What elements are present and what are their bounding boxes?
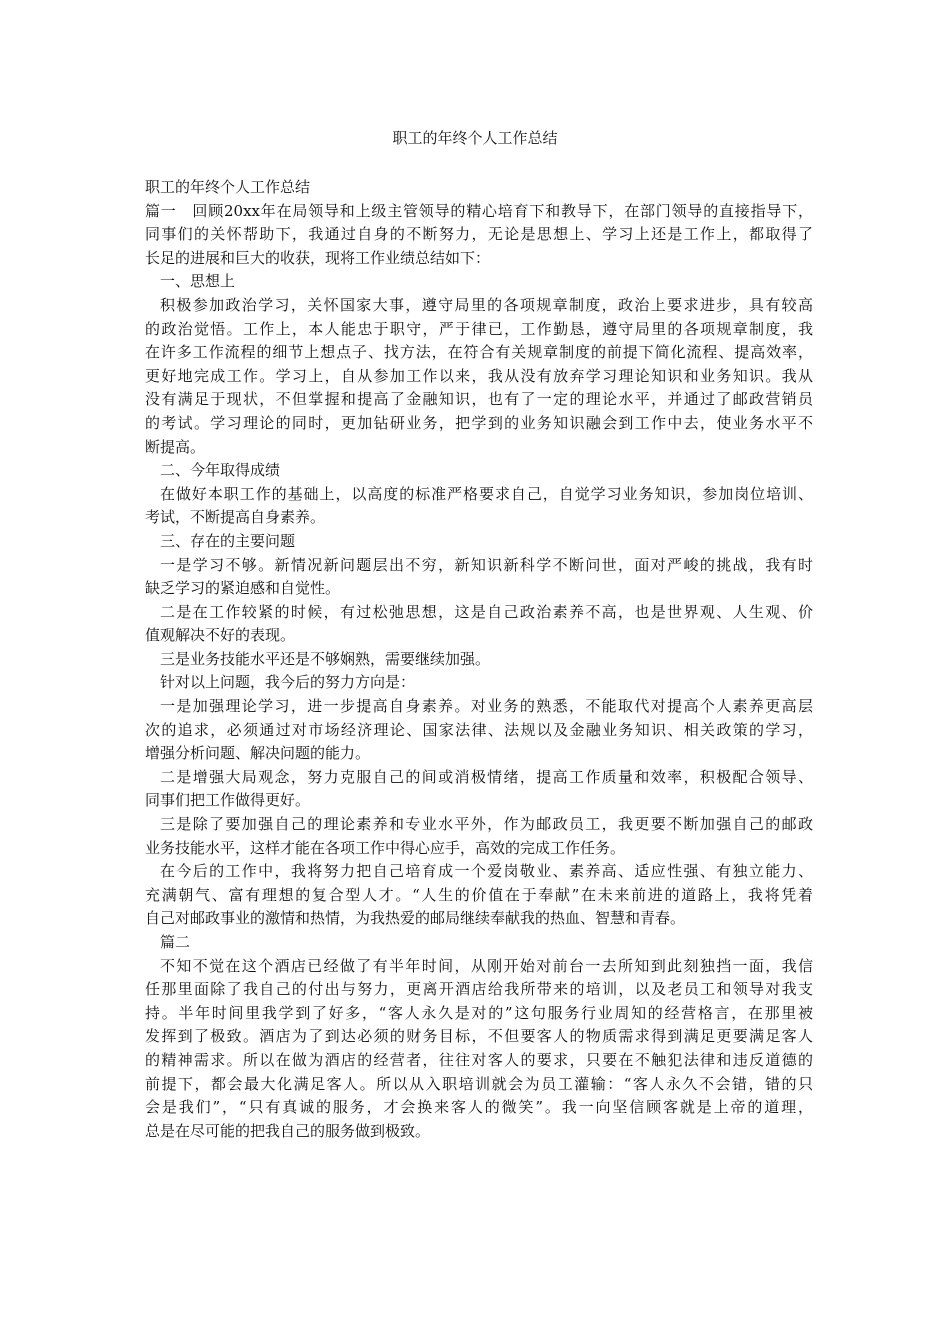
text-line: 的考试。学习理论的同时，更加钻研业务，把学到的业务知识融会到工作中去，使业务水平不 [145, 413, 813, 432]
text-line: 积极参加政治学习，关怀国家大事，遵守局里的各项规章制度，政治上要求进步，具有较高 [160, 295, 813, 314]
text-line: 篇二 [160, 933, 191, 951]
document-title: 职工的年终个人工作总结 [392, 129, 558, 147]
text-line: 在做好本职工作的基础上，以高度的标准严格要求自己，自觉学习业务知识，参加岗位培训、 [160, 484, 813, 503]
text-line: 二、今年取得成绩 [160, 461, 281, 480]
text-line: 业务技能水平，这样才能在各项工作中得心应手，高效的完成工作任务。 [145, 838, 626, 857]
text-line: 长足的进展和巨大的收获，现将工作业绩总结如下： [145, 248, 491, 267]
text-line: 同事们的关怀帮助下，我通过自身的不断努力，无论是思想上、学习上还是工作上，都取得了 [145, 225, 813, 244]
text-line: 发挥到了极致。酒店为了到达必须的财务目标，不但要客人的物质需求得到满足更要满足客人 [145, 1027, 813, 1046]
text-line: 没有满足于现状，不但掌握和提高了金融知识，也有了一定的理论水平，并通过了邮政营销员 [145, 390, 813, 409]
text-line: 会是我们”，“只有真诚的服务，才会换来客人的微笑”。我一向坚信顾客就是上帝的道理， [145, 1098, 813, 1117]
text-line: 值观解决不好的表现。 [145, 626, 296, 645]
text-line: 三、存在的主要问题 [160, 531, 296, 550]
text-line: 在今后的工作中，我将努力把自己培育成一个爱岗敬业、素养高、适应性强、有独立能力、 [160, 862, 813, 881]
text-line: 一是加强理论学习，进一步提高自身素养。对业务的熟悉，不能取代对提高个人素养更高层 [160, 697, 813, 716]
text-line: 缺乏学习的紧迫感和自觉性。 [145, 579, 341, 598]
text-line: 三是除了要加强自己的理论素养和专业水平外，作为邮政员工，我更要不断加强自己的邮政 [160, 815, 813, 834]
document-body [145, 176, 813, 1143]
text-line: 职工的年终个人工作总结 [145, 178, 311, 196]
text-line: 一、思想上 [160, 272, 236, 291]
text-line: 考试，不断提高自身素养。 [145, 508, 326, 527]
text-line: 次的追求，必须通过对市场经济理论、国家法律、法规以及金融业务知识、相关政策的学习， [145, 720, 813, 739]
text-line: 的政治觉悟。工作上，本人能忠于职守，严于律已，工作勤恳，遵守局里的各项规章制度，我 [145, 319, 813, 338]
text-line: 篇一 回顾20xx年在局领导和上级主管领导的精心培育下和教导下，在部门领导的直接指导下， [145, 201, 813, 220]
text-line: 前提下，都会最大化满足客人。所以从入职培训就会为员工灌输：“客人永久不会错，错的只 [145, 1074, 813, 1093]
text-line: 总是在尽可能的把我自己的服务做到极致。 [145, 1121, 431, 1140]
text-line: 任那里面除了我自己的付出与努力，更离开酒店给我所带来的培训，以及老员工和领导对我支 [145, 980, 813, 999]
text-line: 不知不觉在这个酒店已经做了有半年时间，从刚开始对前台一去所知到此刻独挡一面，我信 [160, 956, 813, 975]
text-line: 充满朝气、富有理想的复合型人才。“人生的价值在于奉献”在未来前进的道路上，我将凭着 [145, 885, 813, 904]
text-line: 断提高。 [145, 437, 206, 456]
text-line: 持。半年时间里我学到了好多，“客人永久是对的”这句服务行业周知的经营格言，在那里被 [145, 1003, 813, 1022]
text-line: 自己对邮政事业的激情和热情，为我热爱的邮局继续奉献我的热血、智慧和青春。 [145, 909, 686, 928]
text-line: 二是增强大局观念，努力克服自己的间或消极情绪，提高工作质量和效率，积极配合领导、 [160, 767, 813, 786]
text-line: 在许多工作流程的细节上想点子、找方法，在符合有关规章制度的前提下简化流程、提高效率， [145, 343, 813, 362]
text-line: 同事们把工作做得更好。 [145, 791, 311, 810]
text-line: 针对以上问题，我今后的努力方向是： [160, 673, 416, 692]
text-line: 更好地完成工作。学习上，自从参加工作以来，我从没有放弃学习理论知识和业务知识。我从 [145, 366, 813, 385]
text-line: 增强分析问题、解决问题的能力。 [145, 744, 371, 763]
text-line: 一是学习不够。新情况新问题层出不穷，新知识新科学不断问世，面对严峻的挑战，我有时 [160, 555, 813, 574]
text-line: 的精神需求。所以在做为酒店的经营者，往往对客人的要求，只要在不触犯法律和违反道德的 [145, 1050, 813, 1069]
text-line: 三是业务技能水平还是不够娴熟，需要继续加强。 [160, 649, 491, 668]
text-line: 二是在工作较紧的时候，有过松弛思想，这是自己政治素养不高，也是世界观、人生观、价 [160, 602, 813, 621]
